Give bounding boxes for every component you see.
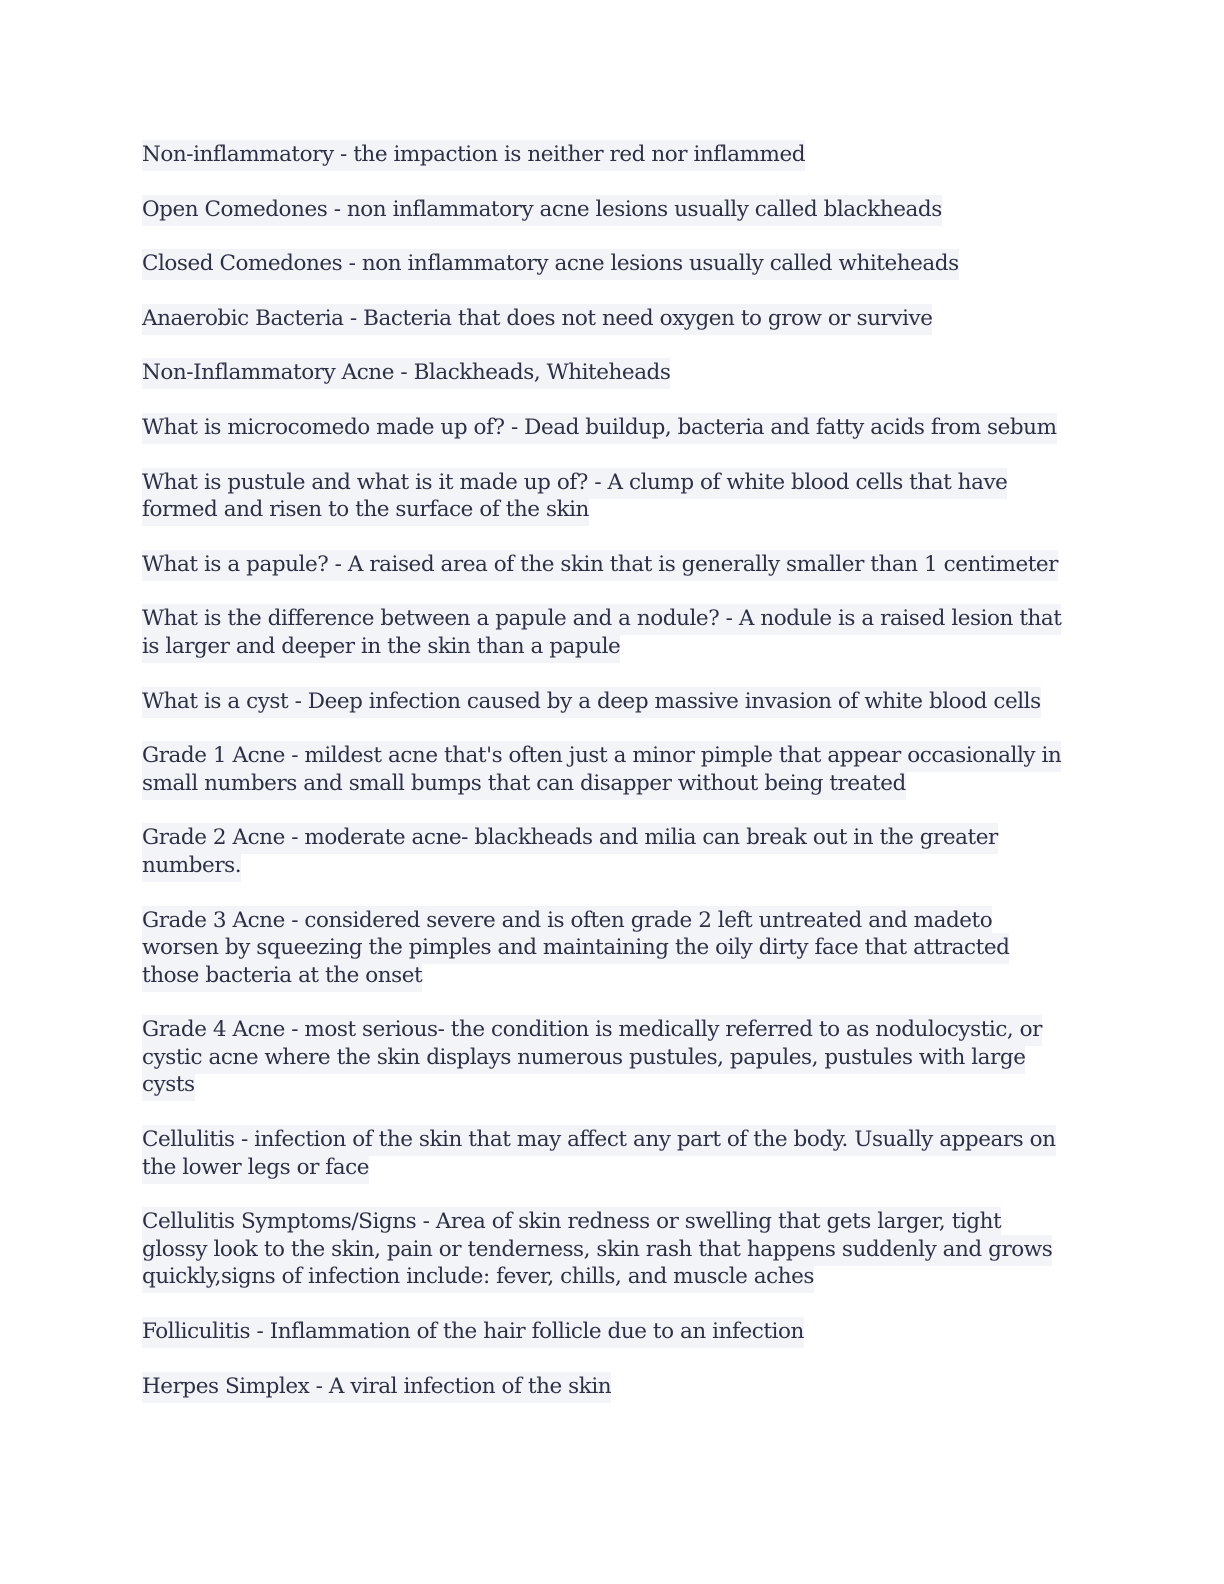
definition-entry bbox=[142, 414, 1072, 442]
entry-text: What is pustule and what is it made up of? - A clump of white blood cells that have formed and risen to the surface of the skin bbox=[142, 468, 1007, 527]
entry-text: Herpes Simplex - A viral infection of the skin bbox=[142, 1372, 611, 1403]
definition-entry bbox=[142, 196, 1072, 224]
definition-entry bbox=[142, 250, 1072, 278]
entry-text: Non-Inflammatory Acne - Blackheads, Whiteheads bbox=[142, 358, 670, 389]
entry-text: Non-inflammatory - the impaction is neither red nor inflammed bbox=[142, 140, 805, 171]
entry-text: Grade 4 Acne - most serious- the condition is medically referred to as nodulocystic, or cystic acne where the skin displays numerous pustules, papules, pustules with large cysts bbox=[142, 1015, 1042, 1101]
entry-text: Closed Comedones - non inflammatory acne lesions usually called whiteheads bbox=[142, 249, 959, 280]
definition-entry bbox=[142, 1373, 1072, 1401]
definition-entry bbox=[142, 1318, 1072, 1346]
entry-text: Cellulitis Symptoms/Signs - Area of skin redness or swelling that gets larger, tight glossy look to the skin, pain or tenderness, skin rash that happens suddenly and grows quickly,signs of infection include: fever, chills, and muscle aches bbox=[142, 1207, 1052, 1293]
entry-text: Grade 1 Acne - mildest acne that's often just a minor pimple that appear occasionally in small numbers and small bumps that can disapper without being treated bbox=[142, 741, 1061, 800]
definition-entry bbox=[142, 1208, 1072, 1291]
definition-entry bbox=[142, 359, 1072, 387]
entry-text: Open Comedones - non inflammatory acne lesions usually called blackheads bbox=[142, 195, 942, 226]
definition-entry bbox=[142, 141, 1072, 169]
entry-text: Cellulitis - infection of the skin that may affect any part of the body. Usually appears on the lower legs or face bbox=[142, 1125, 1056, 1184]
entry-text: What is microcomedo made up of? - Dead buildup, bacteria and fatty acids from sebum bbox=[142, 413, 1057, 444]
entry-text: Grade 2 Acne - moderate acne- blackheads and milia can break out in the greater numbers. bbox=[142, 823, 998, 882]
entry-text: What is a papule? - A raised area of the skin that is generally smaller than 1 centimeter bbox=[142, 550, 1058, 581]
definition-entry bbox=[142, 1016, 1072, 1099]
definition-entry bbox=[142, 688, 1072, 716]
entry-text: What is a cyst - Deep infection caused by a deep massive invasion of white blood cells bbox=[142, 687, 1041, 718]
entry-text: What is the difference between a papule and a nodule? - A nodule is a raised lesion that is larger and deeper in the skin than a papule bbox=[142, 604, 1061, 663]
entry-text: Grade 3 Acne - considered severe and is often grade 2 left untreated and madeto worsen by squeezing the pimples and maintaining the oily dirty face that attracted those bacteria at the onset bbox=[142, 906, 1009, 992]
definition-entry bbox=[142, 551, 1072, 579]
definition-entry bbox=[142, 605, 1072, 660]
definition-entry bbox=[142, 1126, 1072, 1181]
document-page bbox=[142, 141, 1072, 1427]
definition-entry bbox=[142, 907, 1072, 990]
entry-text: Anaerobic Bacteria - Bacteria that does not need oxygen to grow or survive bbox=[142, 304, 932, 335]
entry-text: Folliculitis - Inflammation of the hair follicle due to an infection bbox=[142, 1317, 804, 1348]
definition-entry bbox=[142, 469, 1072, 524]
definition-entry bbox=[142, 824, 1072, 879]
definition-entry bbox=[142, 742, 1072, 797]
definition-entry bbox=[142, 305, 1072, 333]
